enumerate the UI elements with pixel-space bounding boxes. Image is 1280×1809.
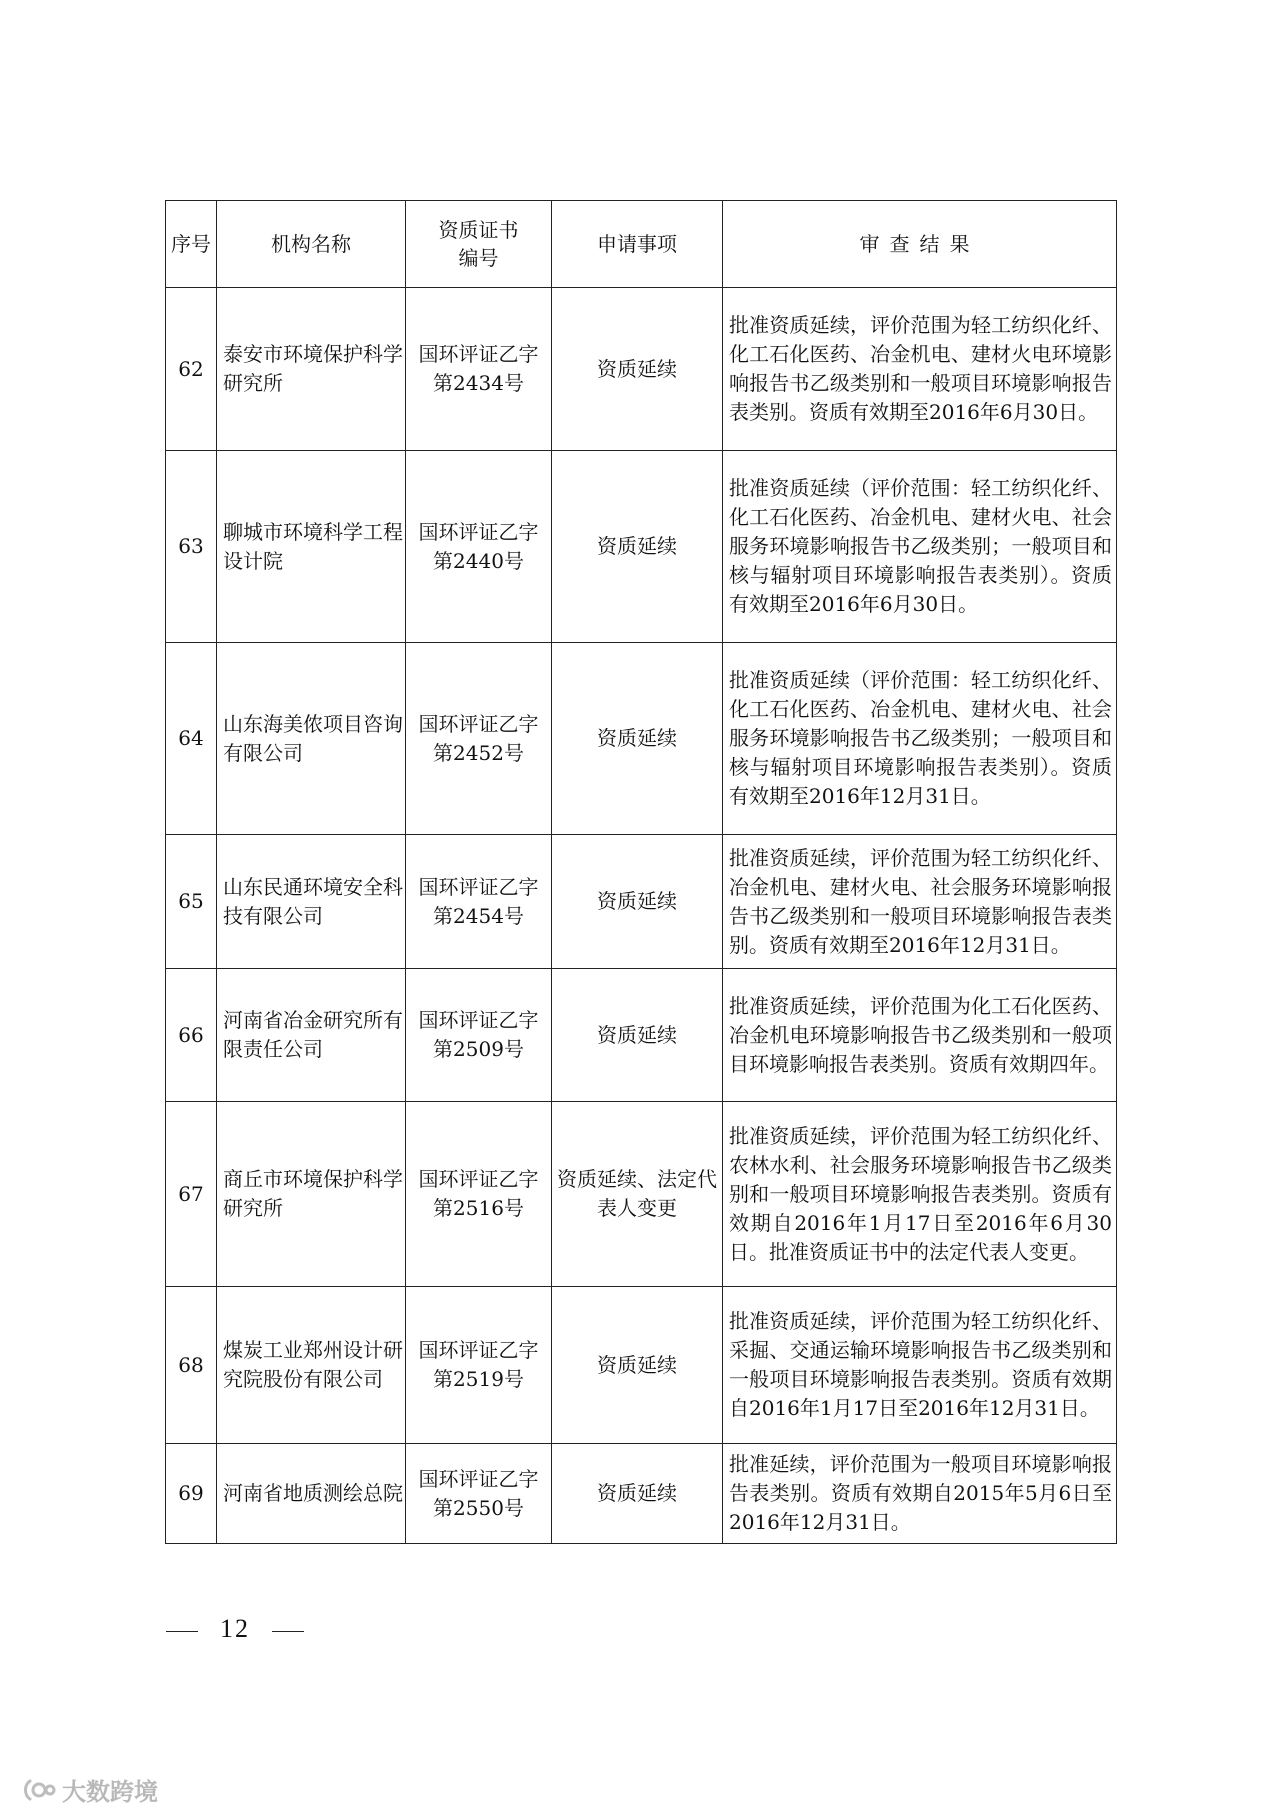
qualification-review-table bbox=[165, 200, 1117, 1544]
cell-review-result: 批准资质延续，评价范围为轻工纺织化纤、农林水利、社会服务环境影响报告书乙级类别和一般项目环境影响报告表类别。资质有效期自2016年1月17日至2016年6月30日。批准资质证书中的法定代表人变更。 bbox=[723, 1102, 1117, 1287]
watermark-text: 大数跨境 bbox=[62, 1778, 158, 1806]
cell-cert-no-text: 国环评证乙字第2509号 bbox=[418, 1008, 539, 1061]
table-row bbox=[166, 835, 1117, 969]
cell-org-name: 泰安市环境保护科学研究所 bbox=[217, 288, 406, 451]
cell-org-name: 山东海美侬项目咨询有限公司 bbox=[217, 643, 406, 835]
cell-org-name: 河南省冶金研究所有限责任公司 bbox=[217, 969, 406, 1102]
page-number-right-dash bbox=[272, 1631, 304, 1632]
header-org-name: 机构名称 bbox=[217, 201, 406, 288]
cell-review-result: 批准资质延续，评价范围为轻工纺织化纤、化工石化医药、冶金机电、建材火电环境影响报告书乙级类别和一般项目环境影响报告表类别。资质有效期至2016年6月30日。 bbox=[723, 288, 1117, 451]
table-row bbox=[166, 1444, 1117, 1544]
header-application-item: 申请事项 bbox=[552, 201, 723, 288]
table-row bbox=[166, 1102, 1117, 1287]
table-row bbox=[166, 288, 1117, 451]
cell-serial-no: 67 bbox=[166, 1102, 217, 1287]
cell-serial-no: 64 bbox=[166, 643, 217, 835]
page-number-value: 12 bbox=[220, 1614, 250, 1643]
cell-serial-no: 65 bbox=[166, 835, 217, 969]
cell-org-name: 山东民通环境安全科技有限公司 bbox=[217, 835, 406, 969]
page-number-left-dash bbox=[166, 1631, 198, 1632]
cell-serial-no: 68 bbox=[166, 1287, 217, 1444]
cell-review-result: 批准资质延续（评价范围：轻工纺织化纤、化工石化医药、冶金机电、建材火电、社会服务环境影响报告书乙级类别；一般项目和核与辐射项目环境影响报告表类别）。资质有效期至2016年12月31日。 bbox=[723, 643, 1117, 835]
cell-serial-no: 62 bbox=[166, 288, 217, 451]
cell-application-item: 资质延续 bbox=[552, 969, 723, 1102]
cell-cert-no bbox=[406, 1102, 552, 1287]
cell-review-result: 批准资质延续，评价范围为轻工纺织化纤、采掘、交通运输环境影响报告书乙级类别和一般项目环境影响报告表类别。资质有效期自2016年1月17日至2016年12月31日。 bbox=[723, 1287, 1117, 1444]
watermark bbox=[22, 1772, 158, 1807]
table-row bbox=[166, 451, 1117, 643]
cell-cert-no bbox=[406, 1444, 552, 1544]
cell-cert-no-text: 国环评证乙字第2434号 bbox=[418, 342, 539, 395]
table-header-row bbox=[166, 201, 1117, 288]
cell-cert-no-text: 国环评证乙字第2550号 bbox=[418, 1466, 539, 1520]
cell-org-name: 河南省地质测绘总院 bbox=[217, 1444, 406, 1544]
cell-application-item: 资质延续 bbox=[552, 288, 723, 451]
cell-cert-no-text: 国环评证乙字第2454号 bbox=[418, 874, 539, 928]
table-row bbox=[166, 1287, 1117, 1444]
cell-review-result: 批准资质延续，评价范围为化工石化医药、冶金机电环境影响报告书乙级类别和一般项目环境影响报告表类别。资质有效期四年。 bbox=[723, 969, 1117, 1102]
cell-cert-no bbox=[406, 643, 552, 835]
cell-review-result: 批准延续，评价范围为一般项目环境影响报告表类别。资质有效期自2015年5月6日至2016年12月31日。 bbox=[723, 1444, 1117, 1544]
cell-cert-no bbox=[406, 1287, 552, 1444]
table-row bbox=[166, 643, 1117, 835]
cell-application-item: 资质延续 bbox=[552, 451, 723, 643]
header-review-result: 审查结果 bbox=[723, 201, 1117, 288]
dashuju-logo-icon bbox=[22, 1777, 56, 1803]
cell-review-result: 批准资质延续，评价范围为轻工纺织化纤、冶金机电、建材火电、社会服务环境影响报告书乙级类别和一般项目环境影响报告表类别。资质有效期至2016年12月31日。 bbox=[723, 835, 1117, 969]
cell-serial-no: 66 bbox=[166, 969, 217, 1102]
cell-application-item: 资质延续 bbox=[552, 1287, 723, 1444]
cell-cert-no bbox=[406, 451, 552, 643]
cell-serial-no: 69 bbox=[166, 1444, 217, 1544]
cell-serial-no: 63 bbox=[166, 451, 217, 643]
cell-cert-no-text: 国环评证乙字第2516号 bbox=[418, 1167, 539, 1220]
cell-cert-no-text: 国环评证乙字第2452号 bbox=[418, 711, 539, 765]
cell-application-item: 资质延续 bbox=[552, 835, 723, 969]
cell-org-name: 聊城市环境科学工程设计院 bbox=[217, 451, 406, 643]
header-serial-no: 序号 bbox=[166, 201, 217, 288]
cell-cert-no-text: 国环评证乙字第2440号 bbox=[418, 519, 539, 573]
header-cert-no bbox=[406, 201, 552, 288]
cell-application-item: 资质延续 bbox=[552, 1444, 723, 1544]
cell-org-name: 商丘市环境保护科学研究所 bbox=[217, 1102, 406, 1287]
cell-application-item: 资质延续、法定代表人变更 bbox=[552, 1102, 723, 1287]
page-number bbox=[166, 1614, 304, 1644]
cell-cert-no-text: 国环评证乙字第2519号 bbox=[418, 1338, 539, 1391]
header-cert-no-text: 资质证书编号 bbox=[438, 218, 519, 270]
cell-application-item: 资质延续 bbox=[552, 643, 723, 835]
cell-org-name: 煤炭工业郑州设计研究院股份有限公司 bbox=[217, 1287, 406, 1444]
cell-cert-no bbox=[406, 969, 552, 1102]
cell-cert-no bbox=[406, 288, 552, 451]
cell-cert-no bbox=[406, 835, 552, 969]
cell-review-result: 批准资质延续（评价范围：轻工纺织化纤、化工石化医药、冶金机电、建材火电、社会服务环境影响报告书乙级类别；一般项目和核与辐射项目环境影响报告表类别）。资质有效期至2016年6月30日。 bbox=[723, 451, 1117, 643]
table-row bbox=[166, 969, 1117, 1102]
